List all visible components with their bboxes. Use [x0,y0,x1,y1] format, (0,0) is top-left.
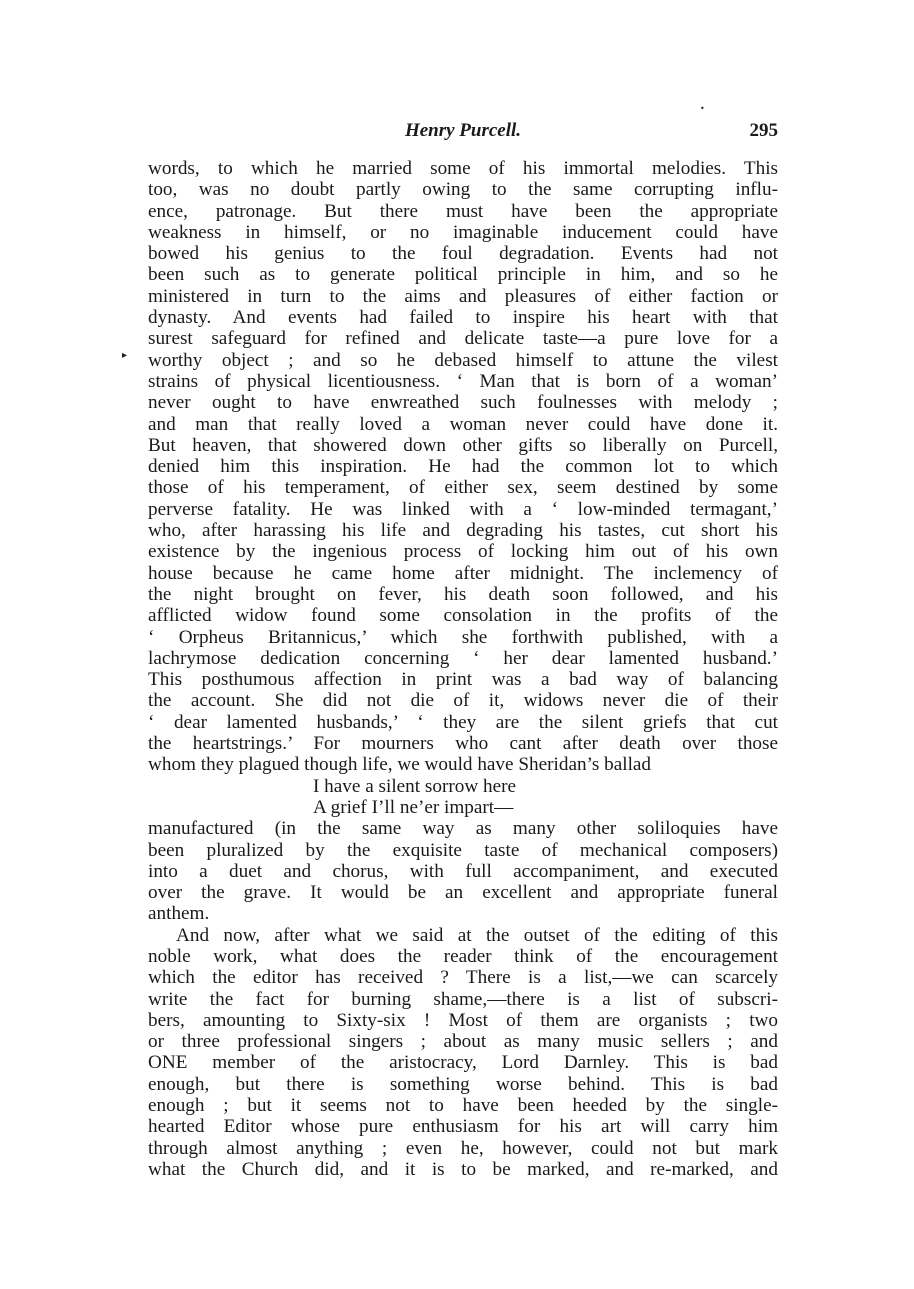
text-line: ONE member of the aristocracy, Lord Darnley. This is bad [148,1052,778,1074]
page-header [148,120,778,150]
running-title: Henry Purcell. [404,120,522,141]
text-line: worthy object ; and so he debased himself to attune the vilest [148,349,778,371]
text-line: the account. She did not die of it, widows never die of their [148,690,778,712]
text-line: house because he came home after midnight. The inclemency of [148,562,778,584]
text-line: existence by the ingenious process of locking him out of his own [148,541,778,563]
text-line: strains of physical licentiousness. ‘ Man that is born of a woman’ [148,370,778,392]
text-line: into a duet and chorus, with full accompaniment, and executed [148,860,778,882]
text-line: what the Church did, and it is to be marked, and re-marked, and [148,1158,778,1180]
text-line: dynasty. And events had failed to inspire his heart with that [148,307,778,329]
text-line: who, after harassing his life and degrading his tastes, cut short his [148,520,778,542]
text-line: lachrymose dedication concerning ‘ her dear lamented husband.’ [148,647,778,669]
text-line: perverse fatality. He was linked with a ‘ low-minded termagant,’ [148,498,778,520]
text-line: This posthumous affection in print was a bad way of balancing [148,669,778,691]
margin-mark: ▸ [122,350,128,361]
text-line: denied him this inspiration. He had the common lot to which [148,456,778,478]
text-line: weakness in himself, or no imaginable inducement could have [148,221,778,243]
text-line: too, was no doubt partly owing to the same corrupting influ- [148,179,778,201]
text-line: write the fact for burning shame,—there is a list of subscri- [148,988,778,1010]
text-line: through almost anything ; even he, however, could not but mark [148,1137,778,1159]
text-line: ence, patronage. But there must have been the appropriate [148,200,778,222]
text-line: or three professional singers ; about as many music sellers ; and [148,1031,778,1053]
text-line: which the editor has received ? There is a list,—we can scarcely [148,967,778,989]
text-line: And now, after what we said at the outset of the editing of this [176,924,778,946]
text-line: ‘ Orpheus Britannicus,’ which she forthwith published, with a [148,626,778,648]
text-line: over the grave. It would be an excellent and appropriate funeral [148,882,778,904]
text-line: ministered in turn to the aims and pleasures of either faction or [148,285,778,307]
text-line: been pluralized by the exquisite taste of mechanical composers) [148,839,778,861]
text-line: never ought to have enwreathed such foulnesses with melody ; [148,392,778,414]
text-line: those of his temperament, of either sex, seem destined by some [148,477,778,499]
text-line: words, to which he married some of his immortal melodies. This [148,158,778,179]
text-line: enough ; but it seems not to have been heeded by the single- [148,1095,778,1117]
text-line: bers, amounting to Sixty-six ! Most of them are organists ; two [148,1009,778,1031]
text-line: anthem. [148,903,210,925]
text-line: But heaven, that showered down other gifts so liberally on Purcell, [148,434,778,456]
text-line: surest safeguard for refined and delicate taste—a pure love for a [148,328,778,350]
body-text [148,158,778,1180]
ink-speck: • [700,104,705,113]
text-line: and man that really loved a woman never could have done it. [148,413,778,435]
text-line: hearted Editor whose pure enthusiasm for his art will carry him [148,1116,778,1138]
text-line: been such as to generate political principle in him, and so he [148,264,778,286]
text-line: whom they plagued though life, we would have Sheridan’s ballad [148,754,652,776]
text-line: bowed his genius to the foul degradation. Events had not [148,243,778,265]
text-line: the night brought on fever, his death soon followed, and his [148,583,778,605]
text-line: afflicted widow found some consolation in the profits of the [148,605,778,627]
verse-line: A grief I’ll ne’er impart— [313,796,514,818]
text-line: noble work, what does the reader think of the encouragement [148,945,778,967]
text-line: ‘ dear lamented husbands,’ ‘ they are the silent griefs that cut [148,711,778,733]
text-line: enough, but there is something worse behind. This is bad [148,1073,778,1095]
page-number: 295 [749,120,778,141]
text-line: the heartstrings.’ For mourners who cant after death over those [148,733,778,755]
text-line: manufactured (in the same way as many other soliloquies have [148,818,778,840]
verse-line: I have a silent sorrow here [313,775,516,797]
